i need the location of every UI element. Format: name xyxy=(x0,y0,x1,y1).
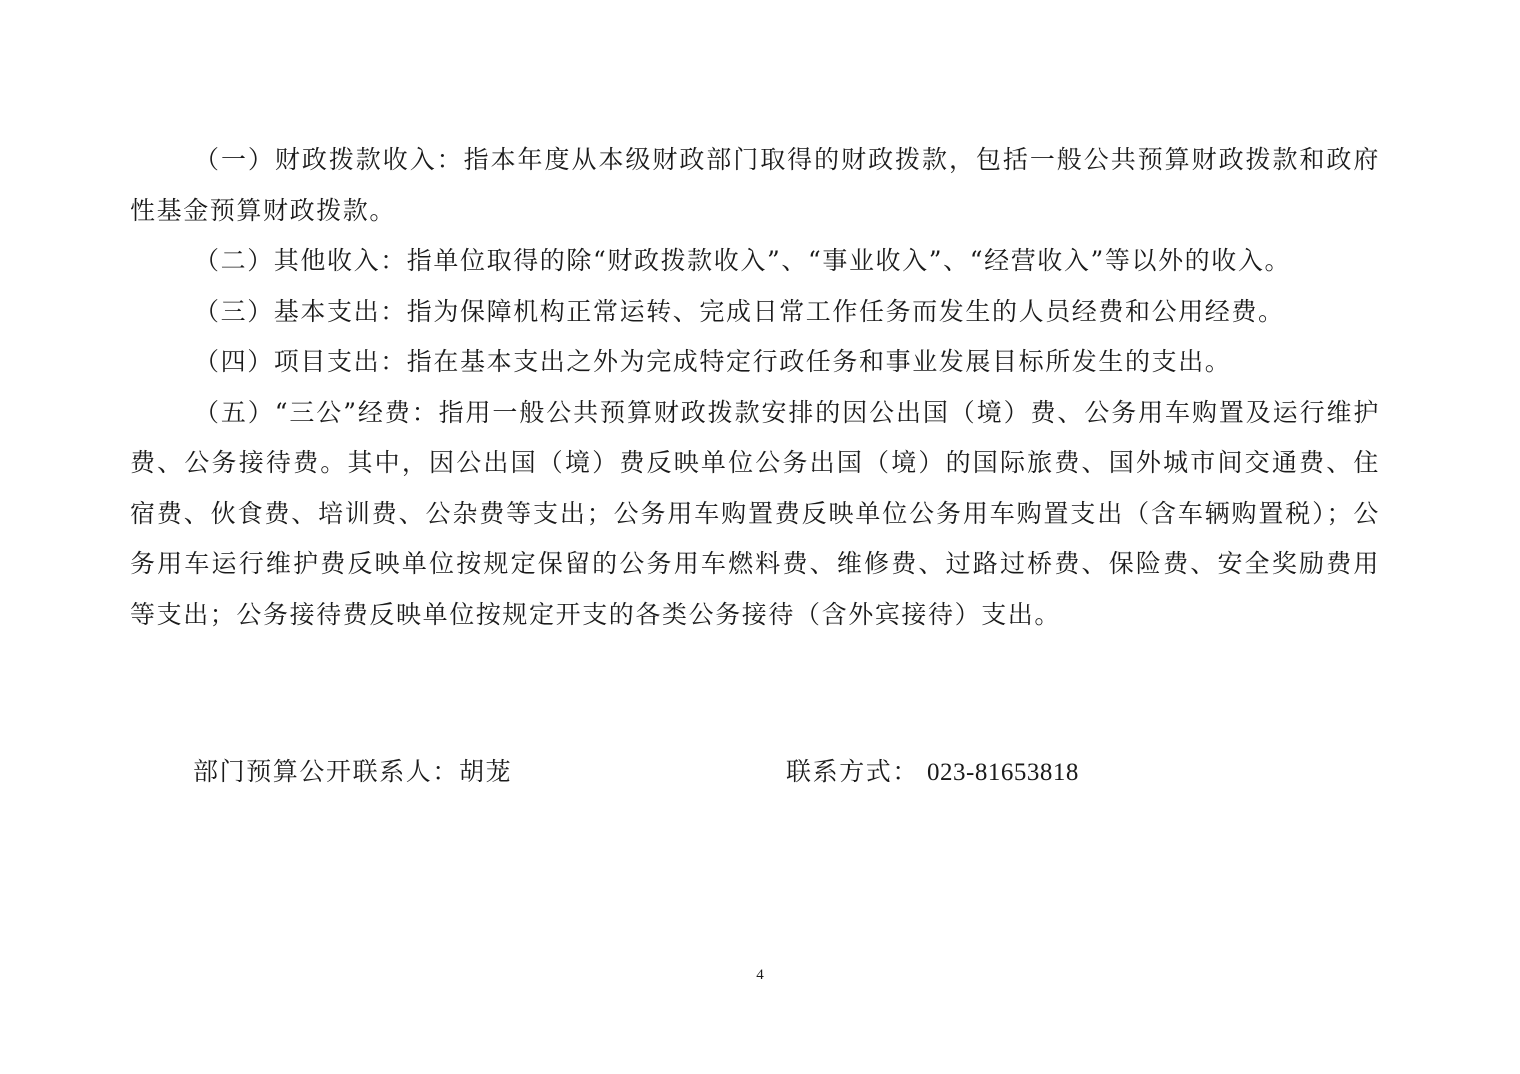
contact-person: 部门预算公开联系人：胡茏 xyxy=(193,757,513,786)
paragraph-fiscal-appropriation-income: （一）财政拨款收入：指本年度从本级财政部门取得的财政拨款，包括一般公共预算财政拨款和政府性基金预算财政拨款。 xyxy=(130,145,1380,225)
paragraph-other-income: （二）其他收入：指单位取得的除“财政拨款收入”、“事业收入”、“经营收入”等以外的收入。 xyxy=(194,246,1292,275)
document-body xyxy=(130,135,1380,640)
paragraph-three-public-expenses: （五）“三公”经费：指用一般公共预算财政拨款安排的因公出国（境）费、公务用车购置及运行维护费、公务接待费。其中，因公出国（境）费反映单位公务出国（境）的国际旅费、国外城市间交通费、住宿费、伙食费、培训费、公杂费等支出；公务用车购置费反映单位公务用车购置支出（含车辆购置税）；公务用车运行维护费反映单位按规定保留的公务用车燃料费、维修费、过路过桥费、保险费、安全奖励费用等支出；公务接待费反映单位按规定开支的各类公务接待（含外宾接待）支出。 xyxy=(130,397,1380,629)
paragraph-project-expenditure: （四）项目支出：指在基本支出之外为完成特定行政任务和事业发展目标所发生的支出。 xyxy=(194,347,1232,376)
contact-method-label: 联系方式： xyxy=(786,757,920,786)
contact-method xyxy=(786,752,1079,792)
page-number: 4 xyxy=(756,967,764,983)
paragraph-basic-expenditure: （三）基本支出：指为保障机构正常运转、完成日常工作任务而发生的人员经费和公用经费。 xyxy=(194,296,1285,326)
contact-phone: 023-81653818 xyxy=(927,759,1079,786)
